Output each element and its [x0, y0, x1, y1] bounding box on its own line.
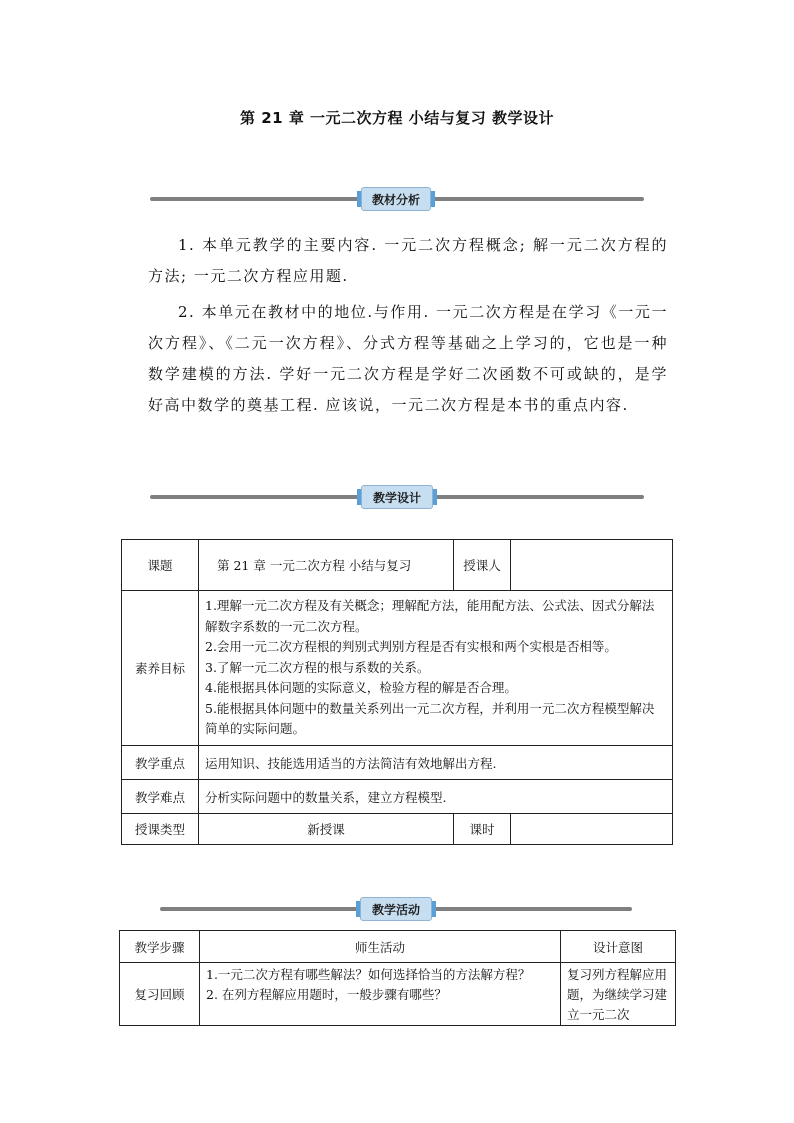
goals-label: 素养目标	[122, 591, 199, 746]
section-header-activity	[160, 897, 632, 921]
activity-line: 2. 在列方程解应用题时，一般步骤有哪些？	[206, 987, 447, 1002]
goal-item: 1.理解一元二次方程及有关概念；理解配方法，能用配方法、公式法、因式分解法解数字系数的一元二次方程。	[205, 598, 655, 634]
difficulty-label: 教学难点	[122, 780, 199, 814]
section-header-design	[150, 485, 644, 509]
goal-item: 3.了解一元二次方程的根与系数的关系。	[205, 659, 430, 675]
header-step: 教学步骤	[120, 931, 200, 963]
section-badge: 教学设计	[361, 485, 433, 509]
topic-label: 课题	[122, 540, 199, 591]
goal-item: 2.会用一元二次方程根的判别式判别方程是否有实根和两个实根是否相等。	[205, 639, 617, 655]
goal-item: 5.能根据具体问题中的数量关系列出一元二次方程，并利用一元二次方程模型解决简单的实际问题。	[205, 700, 655, 737]
activity-table	[119, 930, 676, 1026]
analysis-paragraph: 1. 本单元教学的主要内容. 一元二次方程概念; 解一元二次方程的方法; 一元二次方程应用题.	[148, 236, 668, 285]
header-activity: 师生活动	[200, 931, 561, 963]
key-label: 教学重点	[122, 746, 199, 780]
goals-list	[199, 591, 673, 746]
analysis-paragraph: 2. 本单元在教材中的地位.与作用. 一元二次方程是在学习《一元一次方程》、《二元一次方程》、分式方程等基础之上学习的，它也是一种数学建模的方法. 学好一元二次方程是学好二次函数不可或缺的，是学好高中数学的奠基工程. 应该说，一元二次方程是本书的重点内容.	[148, 303, 668, 414]
intent-cell: 复习列方程解应用题，为继续学习建立一元二次	[561, 963, 676, 1026]
section-header-analysis	[150, 187, 644, 211]
topic-value: 第 21 章 一元二次方程 小结与复习	[199, 540, 454, 591]
activity-cell	[200, 963, 561, 1026]
page-title: 第 21 章 一元二次方程 小结与复习 教学设计	[240, 109, 554, 127]
section-badge: 教材分析	[361, 187, 431, 211]
section-badge: 教学活动	[360, 897, 432, 921]
activity-line: 1.一元二次方程有哪些解法？如何选择恰当的方法解方程？	[206, 967, 531, 982]
step-cell: 复习回顾	[120, 963, 200, 1026]
type-value: 新授课	[199, 814, 454, 845]
type-label: 授课类型	[122, 814, 199, 845]
header-intent: 设计意图	[561, 931, 676, 963]
teacher-label: 授课人	[454, 540, 511, 591]
difficulty-value: 分析实际问题中的数量关系，建立方程模型.	[199, 780, 673, 814]
design-table	[121, 539, 673, 845]
hours-label: 课时	[454, 814, 511, 845]
goal-item: 4.能根据具体问题的实际意义，检验方程的解是否合理。	[205, 680, 517, 696]
teacher-value	[511, 540, 673, 591]
analysis-text	[148, 230, 668, 421]
hours-value	[511, 814, 673, 845]
table-row	[120, 963, 676, 1026]
key-value: 运用知识、技能选用适当的方法简洁有效地解出方程.	[199, 746, 673, 780]
